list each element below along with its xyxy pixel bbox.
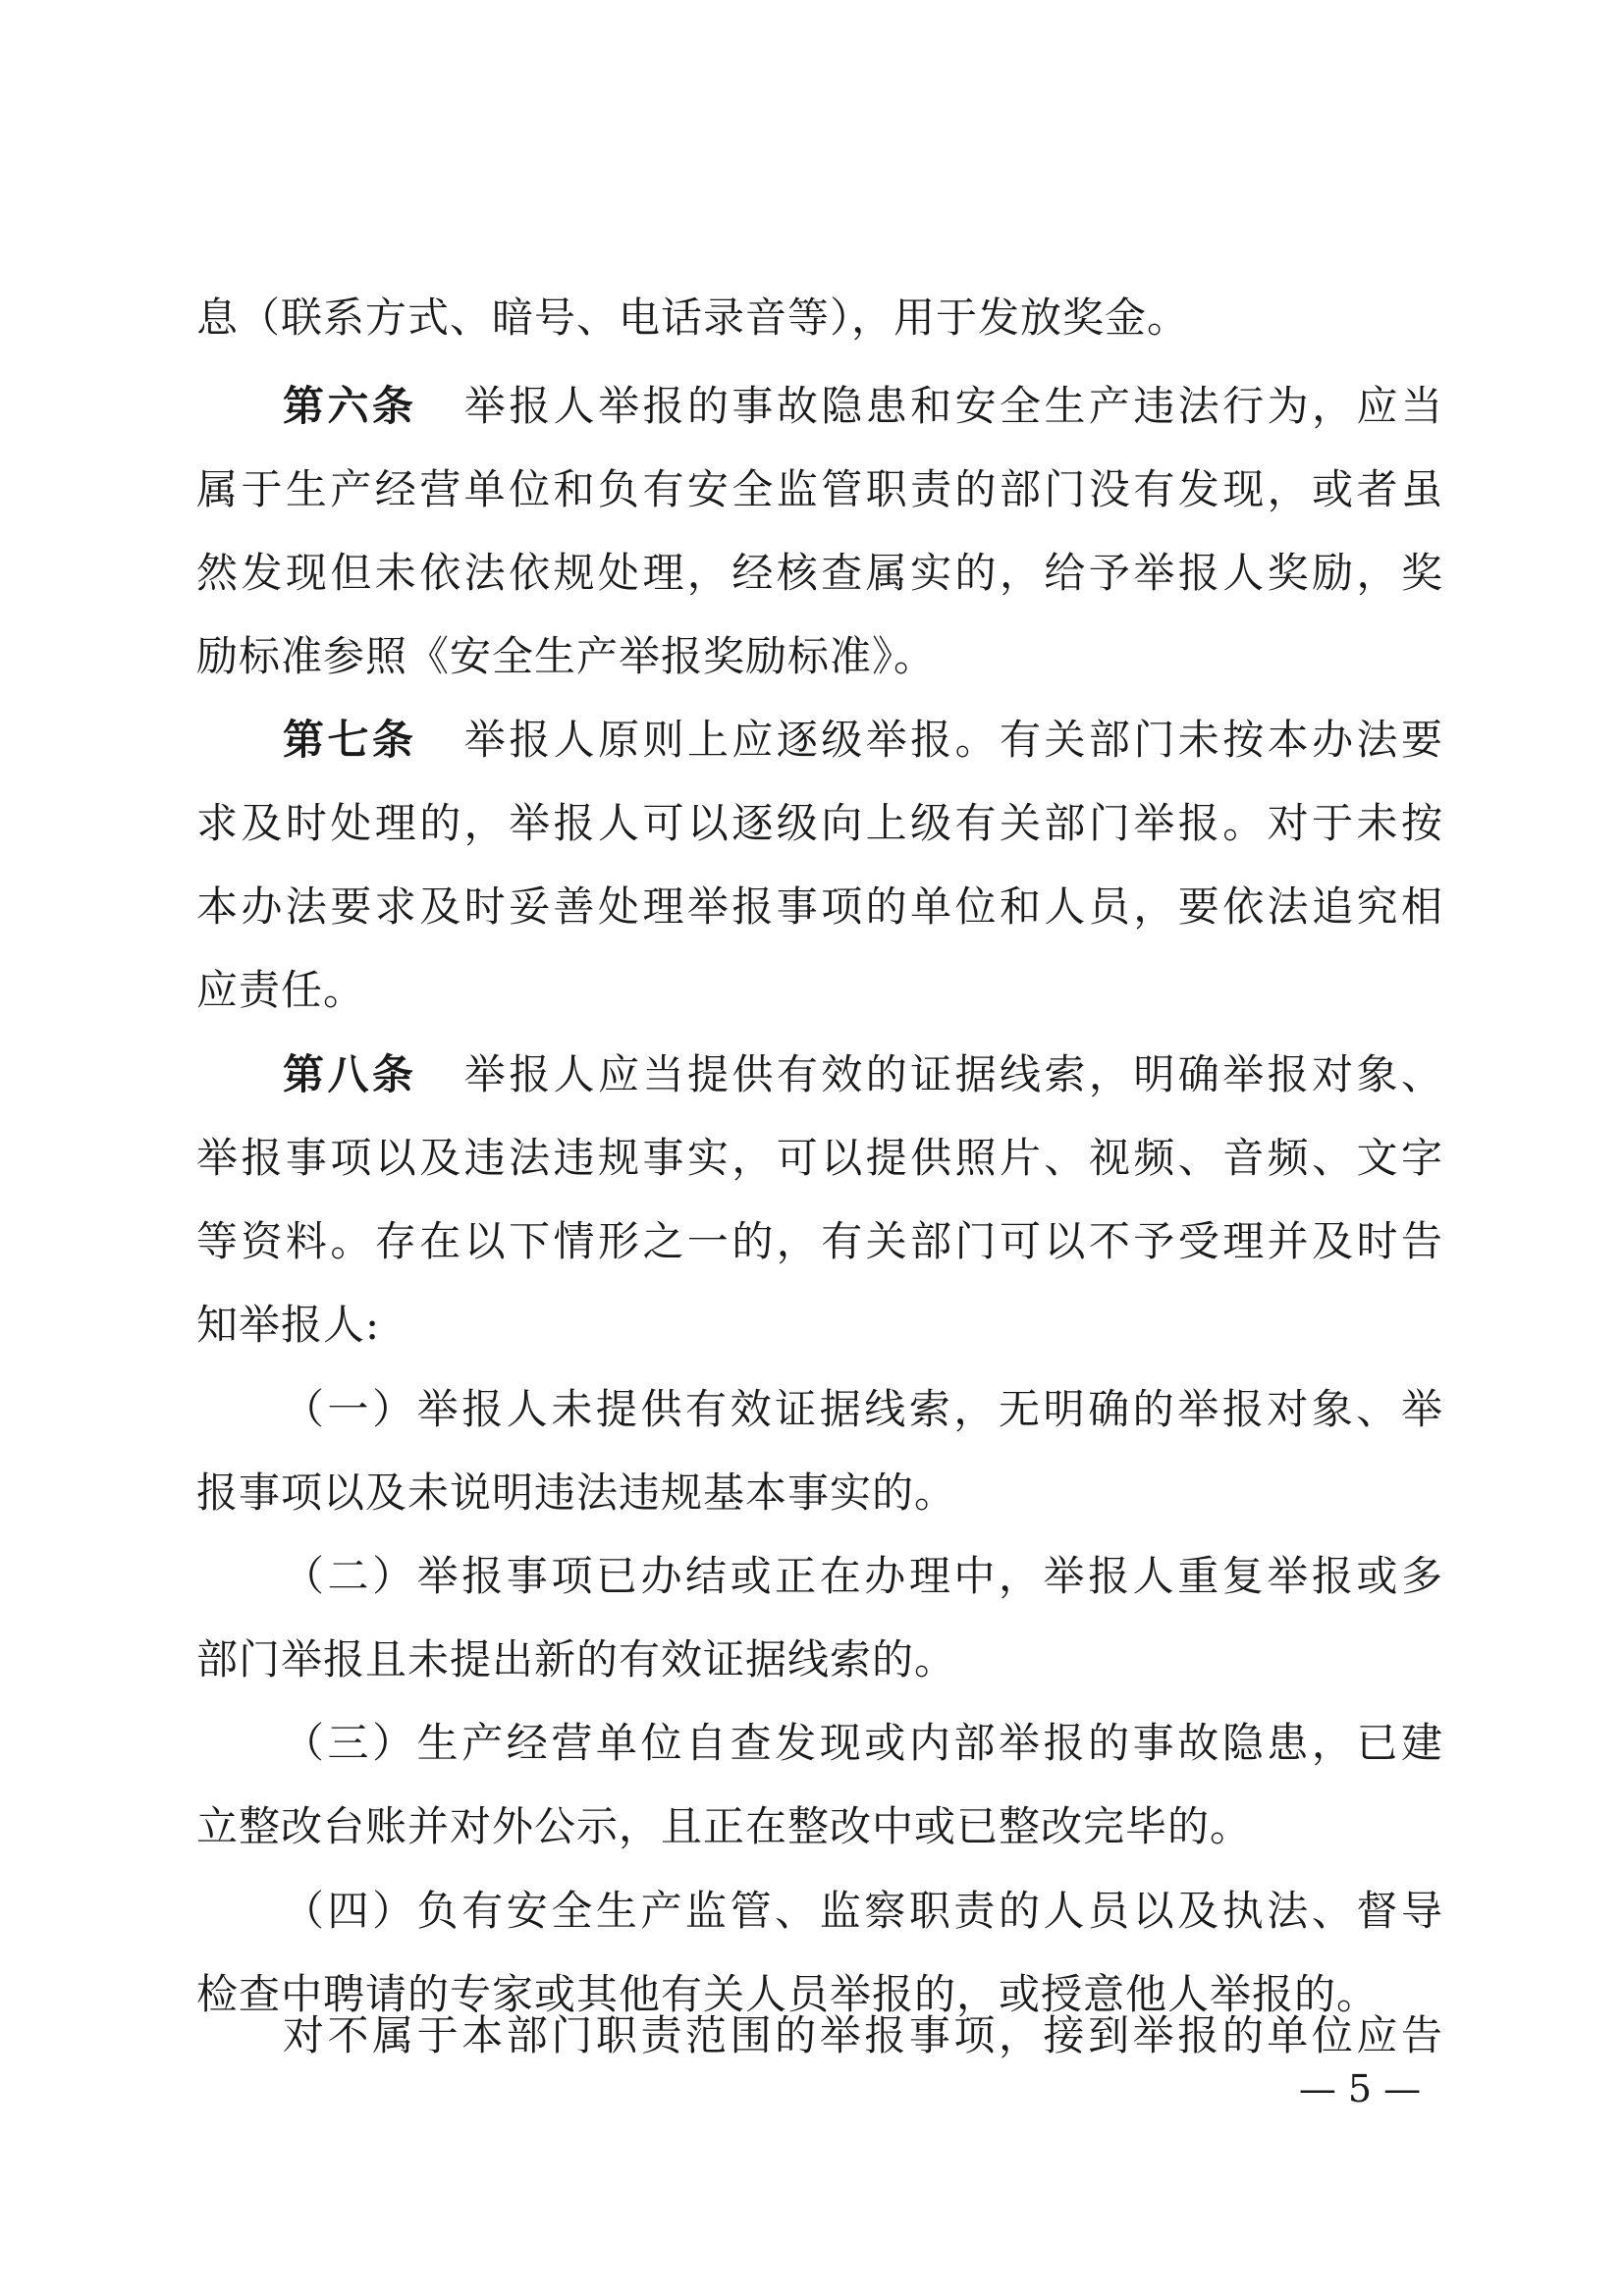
article-6-label: 第六条	[283, 382, 417, 430]
text-line: 求及时处理的，举报人可以逐级向上级有关部门举报。对于未按	[196, 799, 1443, 847]
text-line: 知举报人:	[196, 1301, 381, 1349]
text-line: 属于生产经营单位和负有安全监管职责的部门没有发现，或者虽	[196, 465, 1443, 513]
text-line: 立整改台账并对外公示，且正在整改中或已整改完毕的。	[196, 1802, 1253, 1850]
clause-3-first-line: （三）生产经营单位自查发现或内部举报的事故隐患，已建	[283, 1719, 1443, 1767]
article-7-text: 举报人原则上应逐级举报。有关部门未按本办法要	[461, 716, 1443, 764]
text-line: 举报事项以及违法违规事实，可以提供照片、视频、音频、文字	[196, 1134, 1443, 1182]
text-line: 检查中聘请的专家或其他有关人员举报的，或授意他人举报的。	[196, 1970, 1380, 2018]
text-line: 息（联系方式、暗号、电话录音等），用于发放奖金。	[196, 294, 1190, 342]
text-line: 应责任。	[196, 966, 366, 1014]
text-line: 等资料。存在以下情形之一的，有关部门可以不予受理并及时告	[196, 1217, 1443, 1265]
clause-2-first-line: （二）举报事项已办结或正在办理中，举报人重复举报或多	[283, 1552, 1443, 1600]
article-8-text: 举报人应当提供有效的证据线索，明确举报对象、	[461, 1050, 1443, 1098]
article-8-first-line	[283, 1036, 1443, 1114]
clause-4-first-line: （四）负有安全生产监管、监察职责的人员以及执法、督导	[283, 1887, 1443, 1935]
text-line: 本办法要求及时妥善处理举报事项的单位和人员，要依法追究相	[196, 882, 1443, 931]
text-line: 部门举报且未提出新的有效证据线索的。	[196, 1635, 957, 1683]
article-7-label: 第七条	[283, 716, 417, 764]
article-6-text: 举报人举报的事故隐患和安全生产违法行为，应当	[461, 382, 1443, 430]
page-number: — 5 —	[1298, 2067, 1422, 2110]
text-line: 报事项以及未说明违法违规基本事实的。	[196, 1468, 957, 1517]
article-6-first-line	[283, 367, 1443, 446]
text-line: 然发现但未依法依规处理，经核查属实的，给予举报人奖励，奖	[196, 549, 1443, 597]
text-line: 励标准参照《安全生产举报奖励标准》。	[196, 632, 937, 680]
article-7-first-line	[283, 701, 1443, 779]
paragraph-first-line: 对不属于本部门职责范围的举报事项，接到举报的单位应告	[283, 2011, 1443, 2059]
clause-1-first-line: （一）举报人未提供有效证据线索，无明确的举报对象、举	[283, 1385, 1443, 1433]
article-8-label: 第八条	[283, 1050, 417, 1098]
